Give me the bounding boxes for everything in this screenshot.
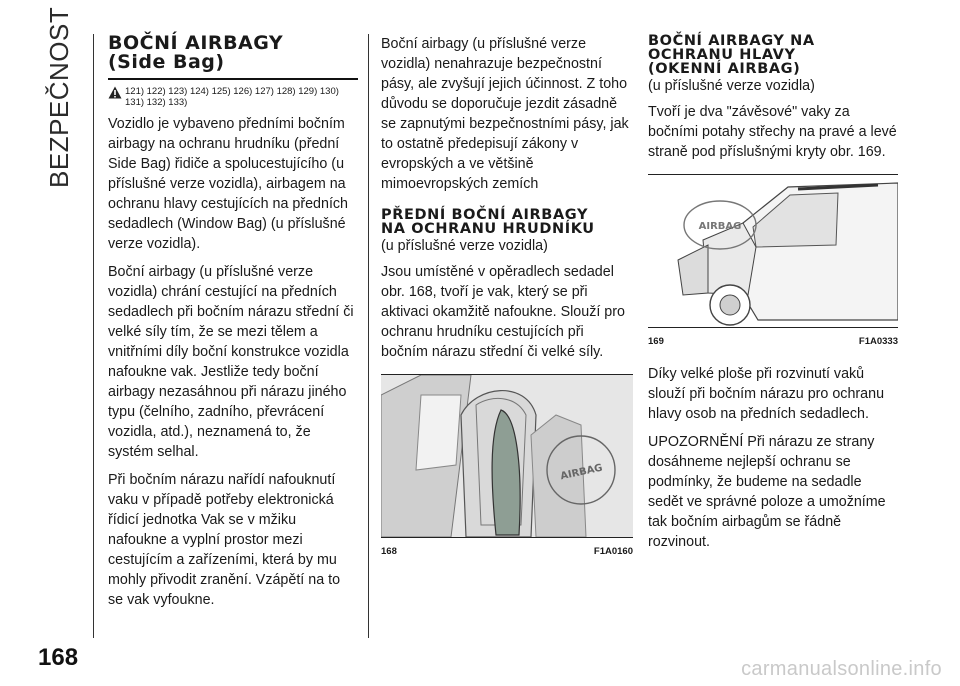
column-2: [381, 34, 633, 562]
side-bag-heading-line2: (Side Bag): [108, 51, 225, 73]
page-number: 168: [38, 644, 79, 671]
column-1: [108, 34, 358, 618]
heading-rule: [108, 78, 358, 80]
warning-triangle-icon: [108, 86, 122, 99]
window-airbag-heading-line1: BOČNÍ AIRBAGY NA: [648, 33, 815, 49]
side-bag-heading: [108, 34, 358, 72]
window-airbag-heading-line2: OCHRANU HLAVY: [648, 47, 796, 63]
seat-airbag-illustration: [381, 375, 633, 537]
van-airbag-illustration: [648, 175, 898, 327]
paragraph: Vozidlo je vybaveno předními bočním airbagy na ochranu hrudníku (přední Side Bag) řidiče a spolucestujícího (u příslušné verze vozidla), airbagem na ochranu hlavy cestujících na předních sedadlech (Window Bag) (u příslušné verze vozidla).: [108, 116, 349, 252]
paragraph: Boční airbagy (u příslušné verze vozidla) chrání cestující na předních sedadlech při bočním nárazu střední či velké síly tím, že se mezi tělem a vnitřními díly boční konstrukce vozidla nafoukne vak. Jestliže tedy boční airbagy nezasáhnou při nárazu jiného typu (čelního, zadního, převrácení vozidla, atd.), neznamená to, že systém selhal.: [108, 264, 354, 460]
figure-number: 168: [381, 546, 397, 557]
figure-code: F1A0160: [593, 546, 633, 557]
airbag-label: AIRBAG: [698, 221, 742, 232]
paragraph: Tvoří je dva "závěsové" vaky za bočními potahy střechy na pravé a levé straně pod příslušnými kryty obr. 169.: [648, 104, 897, 160]
section-side-tab-label: BEZPEČNOST: [44, 6, 74, 188]
version-note: (u příslušné verze vozidla): [381, 238, 548, 254]
section-side-tab: [44, 6, 84, 188]
chest-airbag-heading-line2: NA OCHRANU HRUDNÍKU: [381, 221, 595, 237]
warning-references: [108, 86, 358, 108]
figure-code: F1A0333: [858, 336, 898, 347]
figure-168-caption: [381, 542, 633, 562]
figure-169-caption: [648, 332, 898, 352]
chest-airbag-heading-line1: PŘEDNÍ BOČNÍ AIRBAGY: [381, 207, 589, 223]
side-bag-heading-line1: BOČNÍ AIRBAGY: [108, 32, 284, 54]
airbag-label: AIRBAG: [559, 462, 604, 483]
figure-168: [381, 374, 633, 538]
column-3: [648, 34, 898, 560]
paragraph: Díky velké ploše při rozvinutí vaků slouží při bočním nárazu pro ochranu hlavy osob na předních sedadlech.: [648, 366, 885, 422]
version-note: (u příslušné verze vozidla): [648, 78, 815, 94]
paragraph: Boční airbagy (u příslušné verze vozidla) nenahrazuje bezpečnostní pásy, ale zvyšují jejich účinnost. Z toho důvodu se doporučuje jezdit zásadně se zapnutými bezpečnostními pásy, jak to ostatně předepisují zákony v evropských a ve většině mimoevropských zemích: [381, 36, 629, 192]
window-airbag-heading: [648, 34, 898, 76]
side-divider: [93, 34, 94, 638]
watermark: carmanualsonline.info: [741, 658, 942, 680]
chest-airbag-heading: [381, 208, 633, 236]
paragraph: Jsou umístěné v opěradlech sedadel obr. 168, tvoří je vak, který se při aktivaci okamžitě nafoukne. Slouží pro ochranu hrudníku cestujících při bočním nárazu střední či velké síly.: [381, 264, 625, 360]
figure-number: 169: [648, 336, 664, 347]
figure-169: [648, 174, 898, 328]
paragraph: Při bočním nárazu nařídí nafouknutí vaku v případě potřeby elektronická řídicí jednotka Vak se v mžiku nafoukne a vyplní prostor mezi cestujícím a zařízeními, která by mu mohly přivodit zranění. Vzápětí na to se vak vyfoukne.: [108, 472, 341, 608]
paragraph: UPOZORNĚNÍ Při nárazu ze strany dosáhneme nejlepší ochranu se podmínky, že budeme na sedadle sedět ve správné poloze a umožníme tak bočním airbagům se řádně rozvinout.: [648, 434, 886, 550]
column-divider: [368, 34, 369, 638]
reference-numbers: 121) 122) 123) 124) 125) 126) 127) 128) 129) 130) 131) 132) 133): [125, 86, 339, 108]
window-airbag-heading-line3: (OKENNÍ AIRBAG): [648, 61, 801, 77]
